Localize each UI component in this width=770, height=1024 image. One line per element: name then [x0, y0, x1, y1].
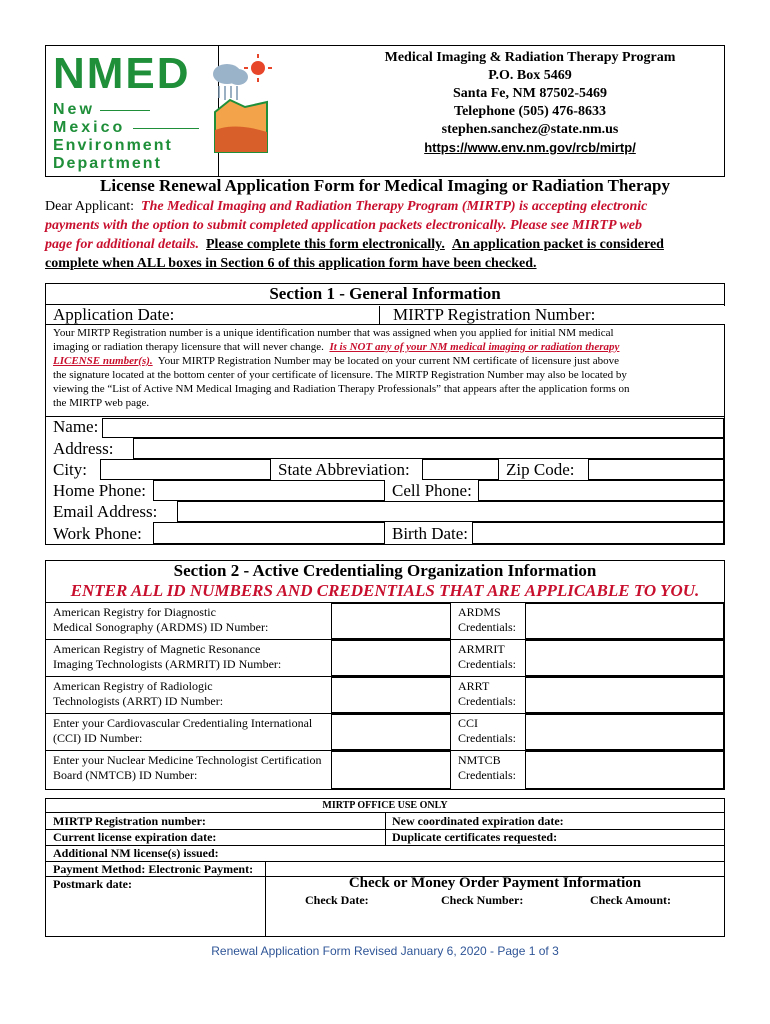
office-additional-label: Additional NM license(s) issued:: [53, 846, 219, 860]
office-new-exp-label: New coordinated expiration date:: [392, 814, 564, 828]
note-line2b: It is NOT any of your NM medical imaging or radiation therapy: [329, 341, 620, 353]
address-input[interactable]: [133, 438, 724, 459]
row-label-line2: Board (NMTCB) ID Number:: [53, 768, 198, 782]
address-label: Address:: [53, 439, 114, 458]
row-cred-line2: Credentials:: [458, 768, 516, 782]
nmed-logo-icon: [205, 52, 275, 162]
office-current-exp-label: Current license expiration date:: [53, 830, 217, 844]
office-title: MIRTP OFFICE USE ONLY: [322, 800, 448, 811]
intro-red-line1: The Medical Imaging and Radiation Therapy Program (MIRTP) is accepting electronic: [141, 199, 648, 214]
city-address: Santa Fe, NM 87502-5469: [453, 86, 607, 101]
cci-id-input[interactable]: [331, 714, 451, 750]
note-line5: viewing the “List of Active NM Medical Imaging and Radiation Therapy Professionals” that appears after the application forms on: [53, 383, 630, 395]
nmtcb-credentials-input[interactable]: [525, 751, 724, 789]
note-line4: the signature located at the bottom center of your certificate of licensure. The MIRTP Registration Number may also be located by: [53, 369, 627, 381]
row-label-line1: Enter your Nuclear Medicine Technologist Certification: [53, 753, 322, 767]
armrit-id-input[interactable]: [331, 640, 451, 676]
row-cred-line1: NMTCB: [458, 753, 501, 767]
zip-label: Zip Code:: [506, 460, 575, 479]
row-cred-line1: ARDMS: [458, 605, 501, 619]
row-label-line1: Enter your Cardiovascular Credentialing International: [53, 716, 313, 730]
intro-paragraph: [45, 197, 735, 273]
contact-email[interactable]: stephen.sanchez@state.nm.us: [441, 122, 619, 137]
home-phone-label: Home Phone:: [53, 481, 147, 500]
row-label-line1: American Registry of Magnetic Resonance: [53, 642, 261, 656]
registration-number-label: MIRTP Registration Number:: [393, 305, 596, 324]
check-number-label: Check Number:: [441, 893, 524, 907]
po-box: P.O. Box 5469: [488, 68, 572, 83]
name-label: Name:: [53, 417, 99, 436]
office-duplicates-label: Duplicate certificates requested:: [392, 830, 558, 844]
application-date-label: Application Date:: [53, 305, 175, 324]
birth-date-label: Birth Date:: [392, 524, 469, 543]
city-input[interactable]: [100, 459, 271, 480]
intro-red-line2: payments with the option to submit completed application packets electronically. Please see MIRTP web: [45, 218, 643, 233]
name-input[interactable]: [102, 418, 724, 438]
cci-credentials-input[interactable]: [525, 714, 724, 750]
state-input[interactable]: [422, 459, 499, 480]
note-line3b: Your MIRTP Registration Number may be located on your current NM certificate of licensure just above: [157, 355, 619, 367]
registration-number-input[interactable]: [605, 306, 725, 324]
armrit-credentials-input[interactable]: [525, 640, 724, 676]
note-line3a: LICENSE number(s).: [53, 355, 153, 367]
credential-row: [45, 751, 725, 789]
email-input[interactable]: [177, 501, 724, 522]
section2-title: Section 2 - Active Credentialing Organization Information: [173, 561, 597, 580]
intro-black-line4: complete when ALL boxes in Section 6 of this application form have been checked.: [45, 256, 537, 271]
intro-black-part1: Please complete this form electronically.: [206, 237, 445, 252]
check-amount-label: Check Amount:: [590, 893, 672, 907]
office-postmark-label: Postmark date:: [53, 877, 132, 891]
home-phone-input[interactable]: [153, 480, 385, 501]
row-cred-line2: Credentials:: [458, 731, 516, 745]
logo-line-new: New: [53, 101, 95, 118]
row-cred-line2: Credentials:: [458, 694, 516, 708]
ardms-id-input[interactable]: [331, 603, 451, 639]
cell-phone-input[interactable]: [478, 480, 724, 501]
nmed-logo-text: NMED: [53, 49, 191, 98]
arrt-id-input[interactable]: [331, 677, 451, 713]
row-cred-line1: ARMRIT: [458, 642, 505, 656]
s1-rule-note: [45, 416, 725, 417]
credential-row: [45, 640, 725, 676]
note-line2a: imaging or radiation therapy licensure that will never change.: [53, 341, 324, 353]
work-phone-label: Work Phone:: [53, 524, 142, 543]
row-label-line1: American Registry of Radiologic: [53, 679, 213, 693]
check-title: Check or Money Order Payment Information: [348, 875, 642, 891]
check-date-label: Check Date:: [305, 893, 369, 907]
note-line1: Your MIRTP Registration number is a unique identification number that was assigned when you applied for initial NM medical: [53, 327, 614, 339]
row-label-line1: American Registry for Diagnostic: [53, 605, 216, 619]
state-label: State Abbreviation:: [278, 460, 410, 479]
row-label-line2: Imaging Technologists (ARMRIT) ID Number:: [53, 657, 282, 671]
program-url-link[interactable]: https://www.env.nm.gov/rcb/mirtp/: [424, 140, 636, 155]
arrt-credentials-input[interactable]: [525, 677, 724, 713]
footer-revision: Renewal Application Form Revised January 6, 2020 - Page 1 of 3: [211, 944, 559, 958]
program-name: Medical Imaging & Radiation Therapy Program: [384, 50, 676, 65]
row-cred-line1: ARRT: [458, 679, 490, 693]
city-label: City:: [53, 460, 88, 479]
intro-black-part2: An application packet is considered: [451, 237, 664, 252]
birth-date-input[interactable]: [472, 522, 724, 544]
office-reg-number-label: MIRTP Registration number:: [53, 814, 206, 828]
note-line6: the MIRTP web page.: [53, 397, 150, 409]
logo-line-environment: Environment: [53, 137, 173, 154]
registration-note: [53, 326, 723, 410]
intro-red-line3: page for additional details.: [45, 237, 199, 252]
credential-row: [45, 677, 725, 713]
credential-row: [45, 714, 725, 750]
cell-phone-label: Cell Phone:: [392, 481, 472, 500]
row-label-line2: (CCI) ID Number:: [53, 731, 143, 745]
logo-rule-1: [100, 110, 150, 111]
logo-line-mexico: Mexico: [53, 119, 126, 136]
credential-row: [45, 603, 725, 639]
row-cred-line2: Credentials:: [458, 657, 516, 671]
work-phone-input[interactable]: [153, 522, 385, 544]
section1-title: Section 1 - General Information: [269, 284, 501, 303]
s1-rule-appdate: [45, 324, 725, 325]
office-payment-label: Payment Method: Electronic Payment:: [53, 862, 254, 876]
telephone: Telephone (505) 476-8633: [454, 104, 606, 119]
ardms-credentials-input[interactable]: [525, 603, 724, 639]
row-label-line2: Medical Sonography (ARDMS) ID Number:: [53, 620, 269, 634]
application-date-input[interactable]: [180, 306, 380, 324]
logo-rule-2: [133, 128, 199, 129]
email-label: Email Address:: [53, 502, 158, 521]
row-cred-line1: CCI: [458, 716, 479, 730]
intro-greeting: Dear Applicant:: [45, 199, 135, 214]
section2-subtitle: ENTER ALL ID NUMBERS AND CREDENTIALS THAT ARE APPLICABLE TO YOU.: [70, 581, 700, 600]
row-cred-line2: Credentials:: [458, 620, 516, 634]
logo-line-department: Department: [53, 155, 162, 172]
zip-input[interactable]: [588, 459, 724, 480]
row-label-line2: Technologists (ARRT) ID Number:: [53, 694, 224, 708]
form-title: License Renewal Application Form for Medical Imaging or Radiation Therapy: [100, 176, 670, 195]
nmtcb-id-input[interactable]: [331, 751, 451, 789]
office-postmark-divider: [265, 861, 266, 937]
